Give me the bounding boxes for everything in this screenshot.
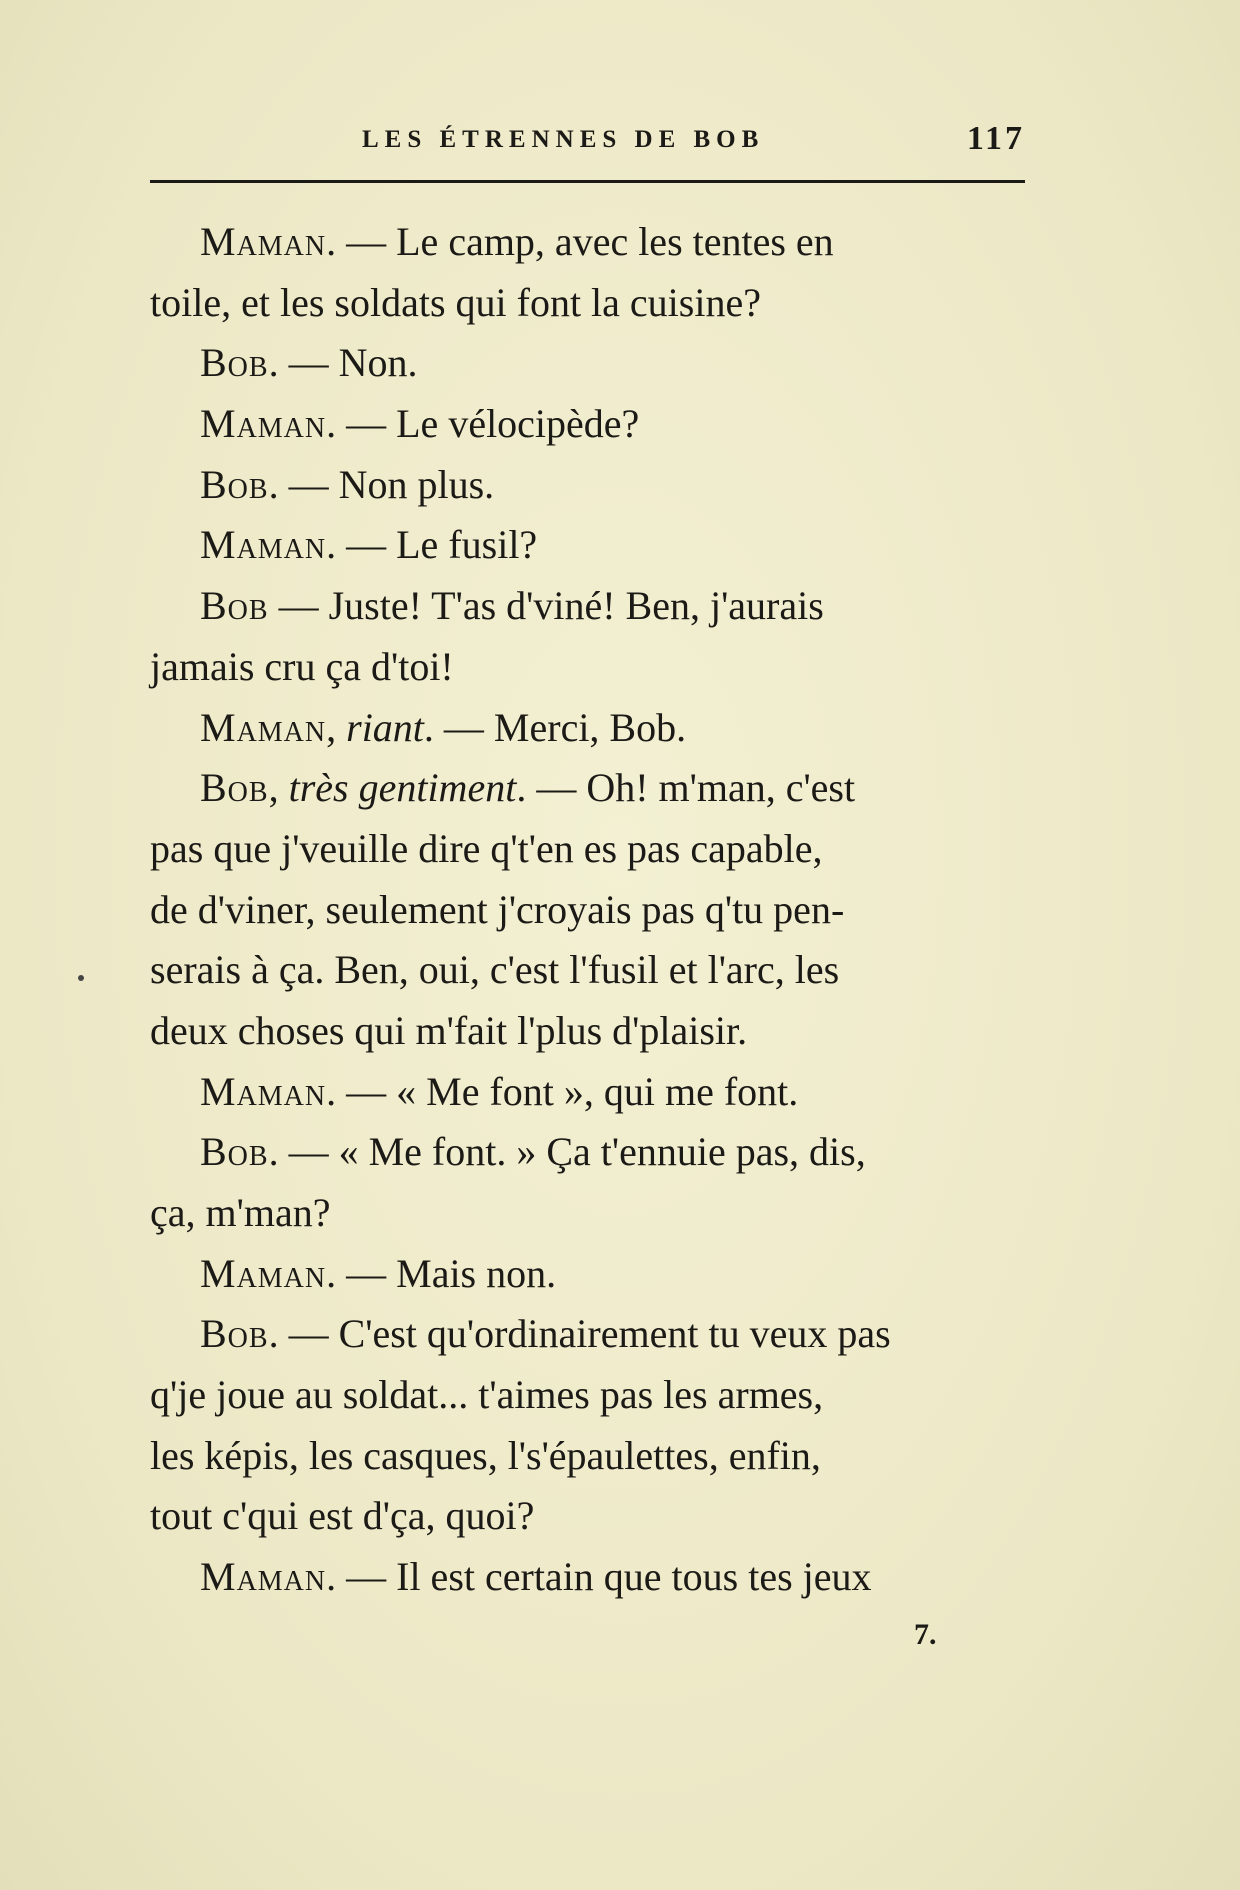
line-fragment: , xyxy=(268,765,289,811)
text-line xyxy=(150,1244,1045,1305)
speaker-name: Bob xyxy=(200,1129,269,1175)
line-fragment: . — Merci, Bob. xyxy=(423,704,687,750)
speaker-name: Maman xyxy=(200,1250,327,1296)
speaker-name: Bob xyxy=(200,461,269,507)
running-head xyxy=(150,120,1025,164)
line-fragment: q'je joue au soldat... t'aimes pas les armes, xyxy=(150,1372,824,1418)
speaker-name: Maman xyxy=(200,401,327,447)
speaker-name: Bob xyxy=(200,583,269,629)
line-fragment: . — Le fusil? xyxy=(326,522,538,568)
text-line xyxy=(150,819,1045,880)
text-line xyxy=(150,698,1045,759)
line-fragment: toile, et les soldats qui font la cuisine? xyxy=(150,279,761,325)
speaker-name: Maman xyxy=(200,522,327,568)
running-title: LES ÉTRENNES DE BOB xyxy=(362,126,765,153)
text-line xyxy=(150,455,1045,516)
line-fragment: ça, m'man? xyxy=(150,1190,331,1235)
text-line xyxy=(150,333,1045,394)
text-line xyxy=(150,1062,1045,1123)
text-line xyxy=(150,758,1045,819)
speaker-name: Bob xyxy=(200,765,269,811)
text-line xyxy=(150,1426,1045,1487)
line-fragment: . — C'est qu'ordinairement tu veux pas xyxy=(268,1311,891,1357)
text-line xyxy=(150,1304,1045,1365)
stage-direction: très gentiment xyxy=(288,765,517,811)
text-line xyxy=(150,637,1045,698)
text-line xyxy=(150,515,1045,576)
line-fragment: . — Non plus. xyxy=(268,461,495,507)
line-fragment: . — Oh! m'man, c'est xyxy=(516,765,856,811)
text-line xyxy=(150,576,1045,637)
header-rule xyxy=(150,180,1025,183)
speaker-name: Maman xyxy=(200,704,327,750)
line-fragment: tout c'qui est d'ça, quoi? xyxy=(150,1493,535,1539)
text-line xyxy=(150,1001,1045,1062)
line-fragment: , xyxy=(326,704,347,750)
text-line xyxy=(150,1486,1045,1547)
line-fragment: . — Il est certain que tous tes jeux xyxy=(326,1554,872,1600)
line-fragment: de d'viner, seulement j'croyais pas q'tu pen- xyxy=(150,886,845,932)
speaker-name: Maman xyxy=(200,1068,327,1114)
line-fragment: . — « Me font », qui me font. xyxy=(326,1068,799,1114)
line-fragment: serais à ça. Ben, oui, c'est l'fusil et l'arc, les xyxy=(150,947,840,993)
text-line xyxy=(150,1122,1045,1183)
dialogue-text xyxy=(150,212,1045,1608)
line-fragment: jamais cru ça d'toi! xyxy=(150,643,454,689)
line-fragment: . — « Me font. » Ça t'ennuie pas, dis, xyxy=(268,1129,866,1175)
line-fragment: pas que j'veuille dire q't'en es pas capable, xyxy=(150,825,823,871)
line-fragment: . — Mais non. xyxy=(326,1250,557,1296)
speaker-name: Maman xyxy=(200,219,327,264)
signature-mark: 7. xyxy=(914,1618,937,1651)
line-fragment: les képis, les casques, l's'épaulettes, enfin, xyxy=(150,1432,821,1478)
stage-direction: riant xyxy=(346,704,424,750)
speaker-name: Maman xyxy=(200,1554,327,1600)
line-fragment: . — Non. xyxy=(268,340,418,386)
text-line xyxy=(150,880,1045,941)
page-number: 117 xyxy=(966,120,1025,157)
text-line xyxy=(150,394,1045,455)
margin-speck xyxy=(78,975,84,981)
text-line xyxy=(150,940,1045,1001)
line-fragment: . — Le camp, avec les tentes en xyxy=(326,219,834,264)
speaker-name: Bob xyxy=(200,340,269,386)
text-line xyxy=(150,1365,1045,1426)
text-line xyxy=(150,212,1045,273)
line-fragment: — Juste! T'as d'viné! Ben, j'aurais xyxy=(268,583,824,629)
text-line xyxy=(150,273,1045,334)
text-line xyxy=(150,1547,1045,1608)
text-line xyxy=(150,1183,1045,1244)
speaker-name: Bob xyxy=(200,1311,269,1357)
line-fragment: . — Le vélocipède? xyxy=(326,401,640,447)
line-fragment: deux choses qui m'fait l'plus d'plaisir. xyxy=(150,1007,748,1053)
